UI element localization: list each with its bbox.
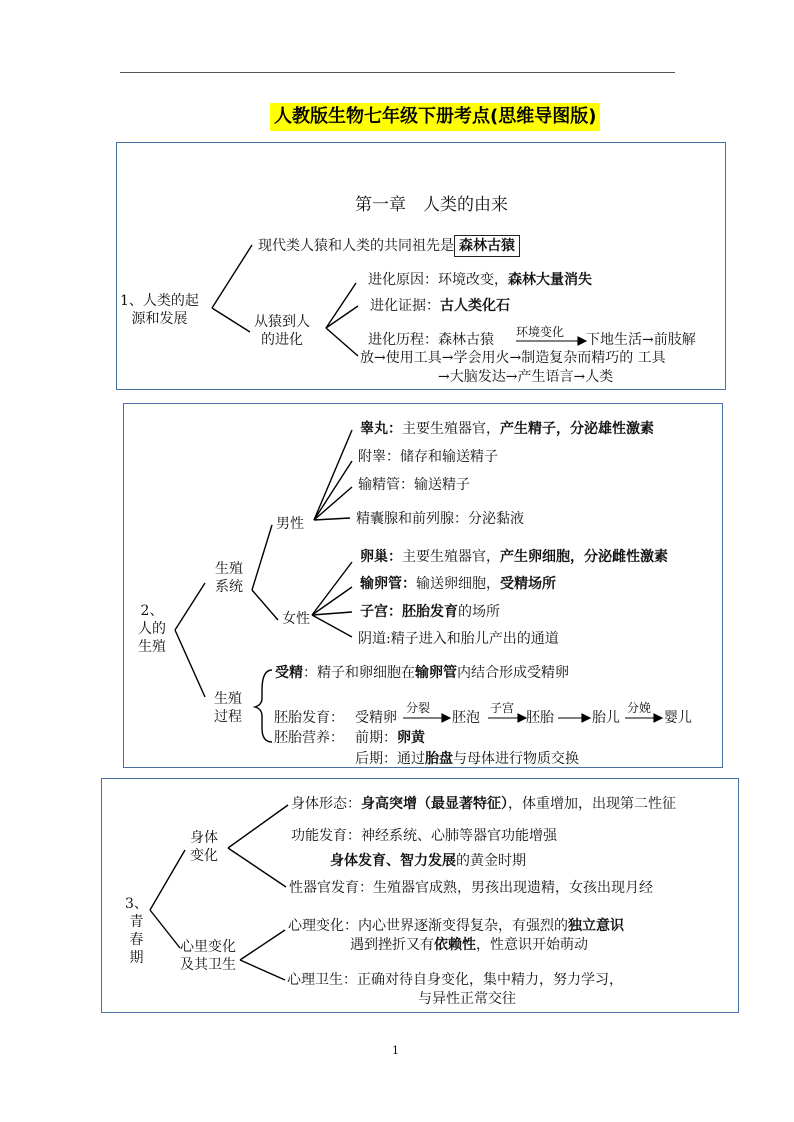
s2-dev-arrow-label: 分裂 — [406, 701, 431, 715]
s2-nutri-late-suffix: 与母体进行物质交换 — [453, 751, 579, 767]
s2-fert-label: 受精 — [275, 665, 303, 681]
s3-mind-node: 心里变化 及其卫生 — [180, 939, 236, 973]
s2-uterus-text: 的场所 — [458, 604, 500, 620]
s3-body-node: 身体 变化 — [190, 830, 218, 864]
s2-dev-label: 胚胎发育： — [274, 710, 344, 726]
s2-dev-arrow-label: 子宫 — [490, 701, 515, 715]
s2-nutri-late-row — [355, 750, 579, 768]
s2-nutri-early: 前期： — [355, 730, 397, 746]
s1-process-arrow-label: 环境变化 — [516, 325, 565, 339]
s2-oviduct-text: 输送卵细胞， — [416, 576, 500, 592]
s2-vas-deferens: 输精管：输送精子 — [358, 477, 470, 493]
s3-root-node: 3、 青 春 期 — [125, 896, 148, 966]
s1-evolution-node: 从猿到人 的进化 — [254, 314, 310, 348]
s3-hygiene-line1: 心理卫生：正确对待自身变化，集中精力，努力学习， — [287, 972, 623, 988]
s3-psych-row — [288, 917, 624, 935]
s1-process-prefix: 进化历程：森林古猿 — [368, 332, 494, 348]
s1-evidence-prefix: 进化证据： — [370, 298, 440, 314]
s2-ovary-label: 卵巢： — [360, 549, 402, 565]
s3-shape-row — [291, 795, 676, 813]
s1-ancestor-answer: 森林古猿 — [454, 235, 520, 257]
s2-nutri-late-bold: 胎盘 — [425, 751, 453, 767]
s2-nutri-label: 胚胎营养： — [274, 730, 344, 746]
s1-root-node: 1、人类的起 源和发展 — [120, 293, 199, 327]
header-rule — [120, 72, 675, 73]
s3-psych-line2-prefix: 遇到挫折又有 — [350, 937, 434, 953]
s1-process-line2: 放→使用工具→学会用火→制造复杂而精巧的 工具 — [360, 350, 666, 366]
s3-hygiene-line2: 与异性正常交往 — [418, 991, 516, 1007]
s1-ancestor-text: 现代类人猿和人类的共同祖先是 — [258, 238, 454, 254]
s2-fert-text1: ：精子和卵细胞在 — [303, 665, 415, 681]
s3-golden-bold: 身体发育、智力发展 — [330, 853, 456, 869]
page-number: 1 — [392, 1044, 399, 1057]
s1-evidence-row — [370, 297, 510, 315]
s3-golden-suffix: 的黄金时期 — [456, 853, 526, 869]
s3-sex-organ: 性器官发育：生殖器官成熟，男孩出现遗精，女孩出现月经 — [289, 880, 653, 896]
s2-nutri-late: 后期：通过 — [355, 751, 425, 767]
page-title: 人教版生物七年级下册考点(思维导图版) — [270, 103, 600, 131]
s1-cause-bold: 森林大量消失 — [508, 272, 592, 288]
s2-testis-row — [360, 420, 654, 438]
s2-epididymis: 附睾：储存和输送精子 — [358, 449, 498, 465]
s2-seminal: 精囊腺和前列腺：分泌黏液 — [356, 511, 524, 527]
s2-testis-text: 主要生殖器官， — [402, 421, 500, 437]
s1-ancestor-row — [258, 237, 520, 255]
chapter-title: 第一章 人类的由来 — [355, 195, 508, 215]
s2-testis-label: 睾丸： — [360, 421, 402, 437]
s2-oviduct-row — [360, 575, 556, 593]
s2-nutri-early-row — [355, 729, 425, 747]
s2-oviduct-label: 输卵管： — [360, 576, 416, 592]
s3-psych-line2-suffix: ，性意识开始萌动 — [476, 937, 588, 953]
s3-psych-bold: 独立意识 — [568, 918, 624, 934]
s2-dev-stage: 胚泡 — [452, 710, 480, 726]
s2-process-node: 生殖 过程 — [214, 691, 242, 725]
s2-uterus-row — [360, 603, 500, 621]
s2-ovary-bold: 产生卵细胞，分泌雌性激素 — [500, 549, 668, 565]
s2-dev-stage: 婴儿 — [664, 710, 692, 726]
s3-psych-prefix: 心理变化：内心世界逐渐变得复杂，有强烈的 — [288, 918, 568, 934]
s2-testis-bold: 产生精子，分泌雄性激素 — [500, 421, 654, 437]
s2-nutri-early-bold: 卵黄 — [397, 730, 425, 746]
s2-dev-stage: 胚胎 — [526, 710, 554, 726]
s3-psych-row2 — [350, 936, 588, 954]
s1-evidence-bold: 古人类化石 — [440, 298, 510, 314]
s2-ovary-text: 主要生殖器官， — [402, 549, 500, 565]
s2-fert-row — [275, 664, 569, 682]
s2-dev-stage: 胎儿 — [592, 710, 620, 726]
s2-oviduct-bold: 受精场所 — [500, 576, 556, 592]
s2-fert-text2: 内结合形成受精卵 — [457, 665, 569, 681]
s1-cause-prefix: 进化原因：环境改变， — [368, 272, 508, 288]
s2-uterus-bold: 胚胎发育 — [402, 604, 458, 620]
s2-dev-arrow-label: 分娩 — [627, 701, 652, 715]
s3-golden-row — [330, 852, 526, 870]
s2-fert-bold: 输卵管 — [415, 665, 457, 681]
s2-root-node: 2、 人的 生殖 — [138, 603, 166, 655]
s1-cause-row — [368, 271, 592, 289]
s2-system-node: 生殖 系统 — [215, 561, 243, 595]
s2-vagina: 阴道:精子进入和胎儿产出的通道 — [358, 631, 559, 647]
s1-process-suffix: 下地生活→前肢解 — [586, 332, 696, 348]
s3-shape-prefix: 身体形态： — [291, 796, 361, 812]
s1-process-line3: →大脑发达→产生语言→人类 — [438, 369, 614, 385]
s3-shape-bold: 身高突增（最显著特征） — [361, 796, 508, 812]
s2-dev-stage: 受精卵 — [355, 710, 397, 726]
s3-function: 功能发育：神经系统、心肺等器官功能增强 — [291, 828, 557, 844]
s2-male-node: 男性 — [276, 516, 304, 532]
s3-psych-line2-bold: 依赖性 — [434, 937, 476, 953]
s2-ovary-row — [360, 548, 668, 566]
s2-female-node: 女性 — [282, 611, 310, 627]
s3-shape-suffix: ，体重增加，出现第二性征 — [508, 796, 676, 812]
s2-uterus-label: 子宫： — [360, 604, 402, 620]
